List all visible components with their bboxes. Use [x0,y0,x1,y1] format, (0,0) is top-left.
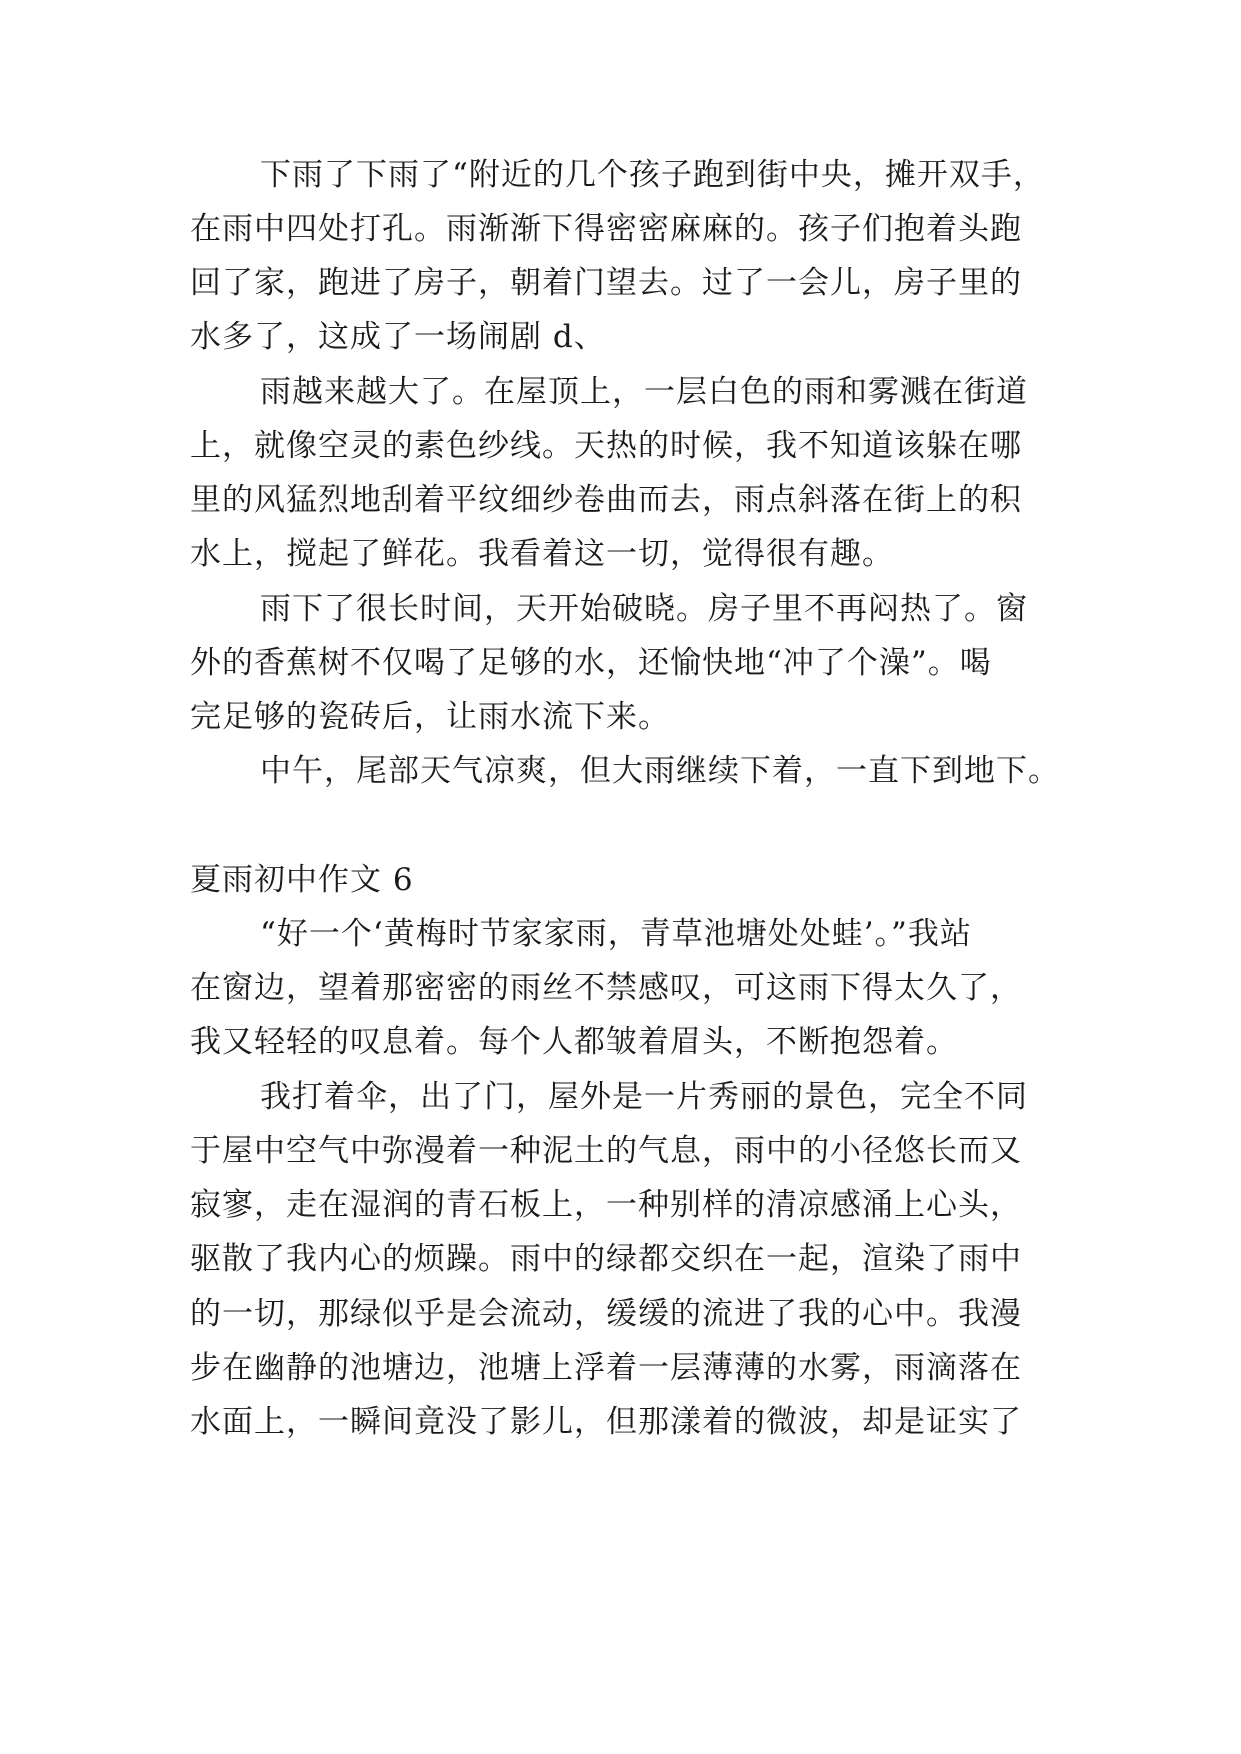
paragraph-3-line-3: 完足够的瓷砖后，让雨水流下来。 [190,699,670,735]
paragraph-2-line-4: 水上，搅起了鲜花。我看着这一切，觉得很有趣。 [190,536,894,572]
paragraph-5-line-2: 在窗边，望着那密密的雨丝不禁感叹，可这雨下得太久了， [190,970,1022,1006]
paragraph-1-line-1: 下雨了下雨了“附近的几个孩子跑到街中央，摊开双手， [260,157,1045,193]
paragraph-3-line-1: 雨下了很长时间，天开始破晓。房子里不再闷热了。窗 [260,591,1028,627]
paragraph-2-line-2: 上，就像空灵的素色纱线。天热的时候，我不知道该躲在哪 [190,428,1022,464]
paragraph-3-line-2: 外的香蕉树不仅喝了足够的水，还愉快地“冲了个澡”。喝 [190,645,992,681]
paragraph-6-line-7: 水面上，一瞬间竟没了影儿，但那漾着的微波，却是证实了 [190,1404,1022,1440]
paragraph-5-line-3: 我又轻轻的叹息着。每个人都皱着眉头，不断抱怨着。 [190,1024,958,1060]
paragraph-6-line-6: 步在幽静的池塘边，池塘上浮着一层薄薄的水雾，雨滴落在 [190,1350,1022,1386]
paragraph-5-line-1: “好一个‘黄梅时节家家雨，青草池塘处处蛙’。”我站 [260,916,972,952]
section-heading: 夏雨初中作文 6 [190,862,414,898]
paragraph-6-line-1: 我打着伞，出了门，屋外是一片秀丽的景色，完全不同 [260,1079,1028,1115]
paragraph-6-line-3: 寂寥，走在湿润的青石板上，一种别样的清凉感涌上心头， [190,1187,1022,1223]
paragraph-1-line-2: 在雨中四处打孔。雨渐渐下得密密麻麻的。孩子们抱着头跑 [190,211,1022,247]
paragraph-6-line-2: 于屋中空气中弥漫着一种泥土的气息，雨中的小径悠长而又 [190,1133,1022,1169]
paragraph-4-line-1: 中午，尾部天气凉爽，但大雨继续下着，一直下到地下。 [260,753,1060,789]
paragraph-6-line-4: 驱散了我内心的烦躁。雨中的绿都交织在一起，渲染了雨中 [190,1241,1022,1277]
paragraph-6-line-5: 的一切，那绿似乎是会流动，缓缓的流进了我的心中。我漫 [190,1296,1022,1332]
paragraph-1-line-4: 水多了，这成了一场闹剧 d、 [190,319,606,355]
paragraph-2-line-3: 里的风猛烈地刮着平纹细纱卷曲而去，雨点斜落在街上的积 [190,482,1022,518]
paragraph-1-line-3: 回了家，跑进了房子，朝着门望去。过了一会儿，房子里的 [190,265,1022,301]
paragraph-2-line-1: 雨越来越大了。在屋顶上，一层白色的雨和雾溅在街道 [260,374,1028,410]
